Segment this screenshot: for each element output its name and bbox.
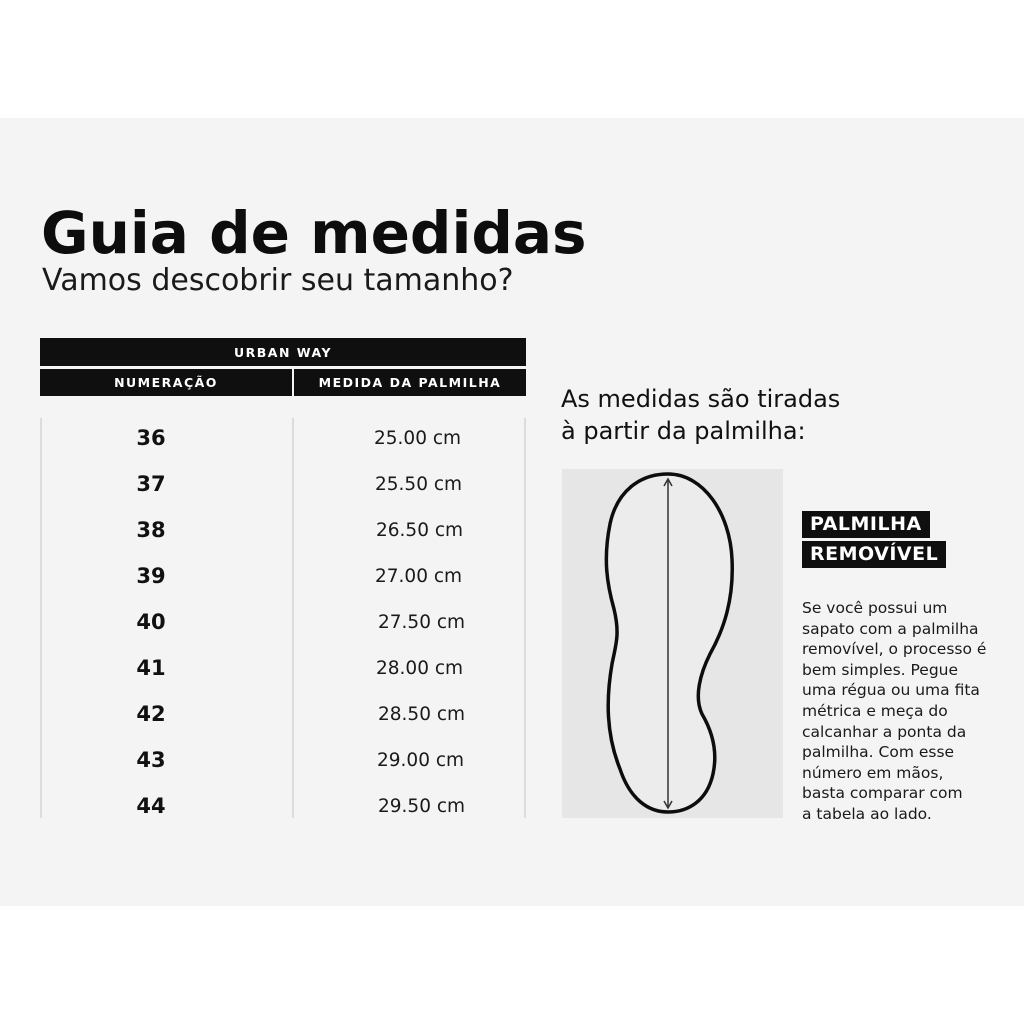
- table-row: [40, 507, 526, 553]
- removable-insole-badge-line2: REMOVÍVEL: [802, 541, 946, 568]
- size-number: 36: [136, 426, 166, 450]
- size-number: 37: [136, 472, 166, 496]
- measurement-note-line: à partir da palmilha:: [561, 417, 806, 445]
- table-row: [40, 783, 526, 829]
- insole-length: 25.00 cm: [374, 427, 462, 449]
- page-subtitle: Vamos descobrir seu tamanho?: [42, 263, 514, 298]
- size-number: 44: [136, 794, 166, 818]
- insole-shape: [606, 474, 732, 812]
- measurement-note-line: As medidas são tiradas: [561, 385, 841, 413]
- size-number: 41: [136, 656, 166, 680]
- size-number: 43: [136, 748, 166, 772]
- measurement-note: [561, 383, 891, 447]
- insole-length: 25.50 cm: [375, 473, 463, 495]
- column-header-insole: MEDIDA DA PALMILHA: [294, 369, 526, 396]
- size-number: 42: [136, 702, 166, 726]
- instructions-line: a tabela ao lado.: [802, 804, 932, 823]
- insole-length: 29.50 cm: [378, 795, 466, 817]
- page-title: Guia de medidas: [41, 199, 587, 267]
- instructions-line: calcanhar a ponta da: [802, 722, 967, 741]
- table-row: [40, 415, 526, 461]
- instructions-line: basta comparar com: [802, 784, 963, 803]
- size-number: 38: [136, 518, 166, 542]
- table-row: [40, 461, 526, 507]
- table-row: [40, 553, 526, 599]
- insole-length: 28.50 cm: [378, 703, 466, 725]
- instructions-line: bem simples. Pegue: [802, 660, 959, 679]
- instructions-line: palmilha. Com esse: [802, 743, 955, 762]
- size-number: 39: [136, 564, 166, 588]
- size-number: 40: [136, 610, 166, 634]
- table-row: [40, 737, 526, 783]
- insole-length: 27.50 cm: [378, 611, 466, 633]
- insole-length: 29.00 cm: [377, 749, 465, 771]
- instructions-line: removível, o processo é: [802, 640, 987, 659]
- instructions-line: sapato com a palmilha: [802, 619, 979, 638]
- instructions-line: uma régua ou uma fita: [802, 681, 980, 700]
- instructions-line: Se você possui um: [802, 599, 948, 617]
- insole-outline-icon: [562, 469, 783, 818]
- insole-length: 27.00 cm: [375, 565, 463, 587]
- insole-length: 28.00 cm: [376, 657, 464, 679]
- instructions-line: métrica e meça do: [802, 701, 948, 720]
- insole-length: 26.50 cm: [376, 519, 464, 541]
- insole-illustration: [562, 469, 783, 818]
- table-row: [40, 599, 526, 645]
- table-brand-header: URBAN WAY: [40, 338, 526, 366]
- removable-insole-badge-line1: PALMILHA: [802, 511, 930, 538]
- instructions-line: número em mãos,: [802, 763, 944, 782]
- column-header-size: NUMERAÇÃO: [40, 369, 292, 396]
- instructions-text: [802, 598, 1014, 825]
- table-row: [40, 645, 526, 691]
- table-row: [40, 691, 526, 737]
